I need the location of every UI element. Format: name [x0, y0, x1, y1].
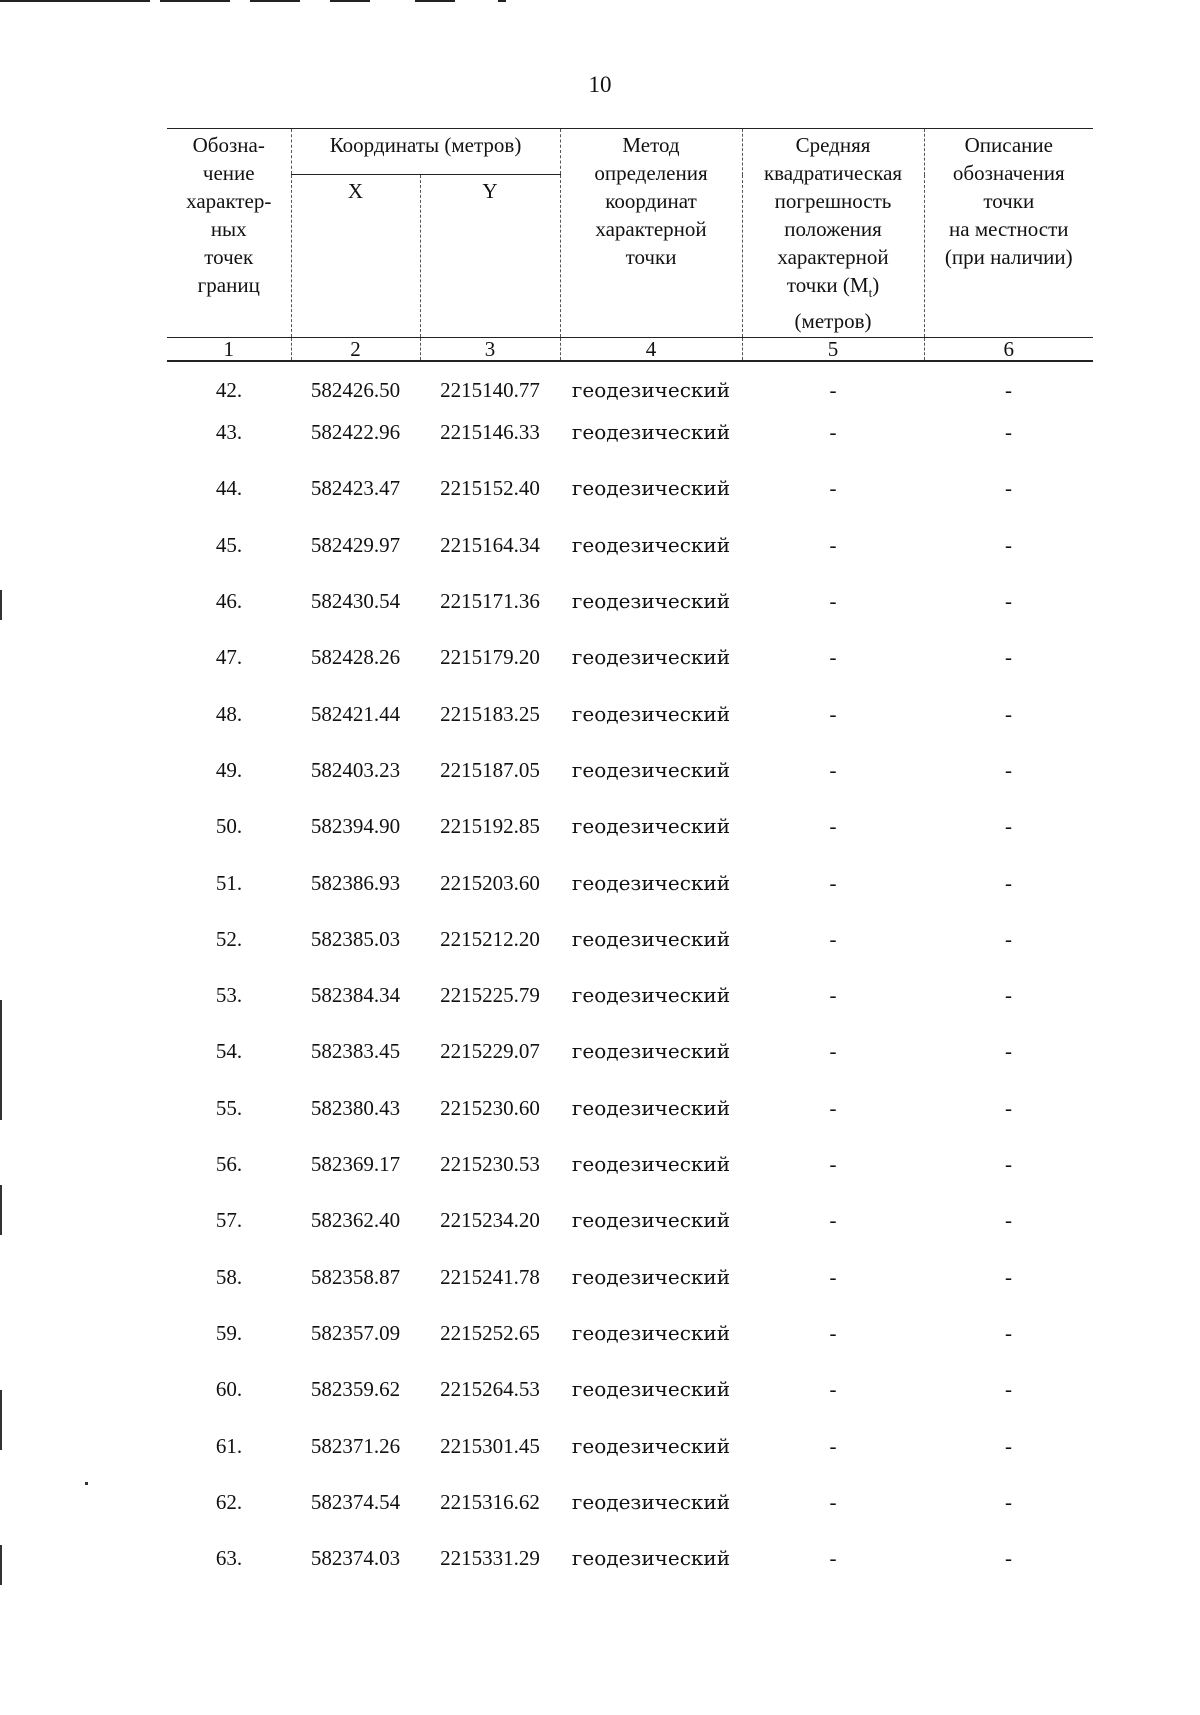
method-cell: геодезический — [571, 532, 731, 557]
error-cell: - — [829, 983, 837, 1008]
header-y: Y — [420, 175, 560, 338]
x-coordinate-cell: 582374.54 — [310, 1489, 401, 1514]
description-cell: - — [1005, 532, 1013, 557]
table-row — [167, 643, 1093, 699]
method-cell: геодезический — [571, 1152, 731, 1177]
method-cell: геодезический — [571, 378, 731, 403]
x-coordinate-cell: 582386.93 — [310, 870, 401, 895]
scan-top-rule — [250, 0, 300, 2]
table-row — [167, 1150, 1093, 1206]
error-cell: - — [829, 1320, 837, 1345]
header-designation: Обозна- чение характер- ных точек границ — [167, 129, 291, 338]
error-cell: - — [829, 1095, 837, 1120]
y-coordinate-cell: 2215234.20 — [440, 1208, 540, 1233]
method-cell: геодезический — [571, 645, 731, 670]
description-cell: - — [1005, 1095, 1013, 1120]
error-cell: - — [829, 1152, 837, 1177]
y-coordinate-cell: 2215301.45 — [440, 1433, 540, 1458]
point-number-cell: 57. — [215, 1208, 243, 1233]
method-cell: геодезический — [571, 870, 731, 895]
scan-edge-mark — [0, 1000, 2, 1120]
y-coordinate-cell: 2215264.53 — [440, 1377, 540, 1402]
x-coordinate-cell: 582357.09 — [310, 1320, 401, 1345]
point-number-cell: 48. — [215, 701, 243, 726]
y-coordinate-cell: 2215164.34 — [440, 532, 540, 557]
y-coordinate-cell: 2215179.20 — [440, 645, 540, 670]
y-coordinate-cell: 2215140.77 — [440, 378, 540, 403]
y-coordinate-cell: 2215230.53 — [440, 1152, 540, 1177]
description-cell: - — [1005, 757, 1013, 782]
y-coordinate-cell: 2215183.25 — [440, 701, 540, 726]
error-cell: - — [829, 757, 837, 782]
point-number-cell: 59. — [215, 1320, 243, 1345]
table-row — [167, 756, 1093, 812]
header-method: Метод определения координат характерной точки — [560, 129, 742, 338]
x-coordinate-cell: 582374.03 — [310, 1546, 401, 1571]
table-row — [167, 361, 1093, 418]
y-coordinate-cell: 2215152.40 — [440, 476, 540, 501]
scan-top-rule — [0, 0, 150, 2]
point-number-cell: 56. — [215, 1152, 243, 1177]
point-number-cell: 50. — [215, 814, 243, 839]
method-cell: геодезический — [571, 926, 731, 951]
method-cell: геодезический — [571, 476, 731, 501]
description-cell: - — [1005, 476, 1013, 501]
error-cell: - — [829, 701, 837, 726]
point-number-cell: 46. — [215, 589, 243, 614]
scan-top-rule — [160, 0, 230, 2]
error-cell: - — [829, 1208, 837, 1233]
error-cell: - — [829, 378, 837, 403]
method-cell: геодезический — [571, 983, 731, 1008]
description-cell: - — [1005, 420, 1013, 445]
point-number-cell: 61. — [215, 1433, 243, 1458]
description-cell: - — [1005, 1264, 1013, 1289]
description-cell: - — [1005, 814, 1013, 839]
table-row — [167, 1206, 1093, 1262]
x-coordinate-cell: 582359.62 — [310, 1377, 401, 1402]
description-cell: - — [1005, 1208, 1013, 1233]
header-x: X — [291, 175, 420, 338]
scan-dot — [85, 1482, 88, 1485]
point-number-cell: 52. — [215, 926, 243, 951]
table-row — [167, 531, 1093, 587]
error-cell: - — [829, 1433, 837, 1458]
method-cell: геодезический — [571, 757, 731, 782]
point-number-cell: 62. — [215, 1489, 243, 1514]
y-coordinate-cell: 2215203.60 — [440, 870, 540, 895]
table-row — [167, 587, 1093, 643]
description-cell: - — [1005, 926, 1013, 951]
column-number: 1 — [167, 338, 291, 362]
y-coordinate-cell: 2215192.85 — [440, 814, 540, 839]
error-cell: - — [829, 870, 837, 895]
error-cell: - — [829, 814, 837, 839]
scan-edge-mark — [0, 1185, 2, 1235]
table-row — [167, 869, 1093, 925]
x-coordinate-cell: 582421.44 — [310, 701, 401, 726]
description-cell: - — [1005, 1546, 1013, 1571]
table-row — [167, 1319, 1093, 1375]
x-coordinate-cell: 582369.17 — [310, 1152, 401, 1177]
scan-top-rule — [415, 0, 455, 2]
table-row — [167, 700, 1093, 756]
header-coordinates: Координаты (метров) — [291, 129, 560, 175]
column-number: 3 — [420, 338, 560, 362]
y-coordinate-cell: 2215252.65 — [440, 1320, 540, 1345]
x-coordinate-cell: 582362.40 — [310, 1208, 401, 1233]
description-cell: - — [1005, 1489, 1013, 1514]
x-coordinate-cell: 582383.45 — [310, 1039, 401, 1064]
table-row — [167, 418, 1093, 474]
x-coordinate-cell: 582422.96 — [310, 420, 401, 445]
x-coordinate-cell: 582380.43 — [310, 1095, 401, 1120]
error-cell: - — [829, 420, 837, 445]
description-cell: - — [1005, 701, 1013, 726]
table-row — [167, 1037, 1093, 1093]
x-coordinate-cell: 582430.54 — [310, 589, 401, 614]
method-cell: геодезический — [571, 1433, 731, 1458]
x-coordinate-cell: 582428.26 — [310, 645, 401, 670]
y-coordinate-cell: 2215241.78 — [440, 1264, 540, 1289]
point-number-cell: 43. — [215, 420, 243, 445]
error-cell: - — [829, 1039, 837, 1064]
description-cell: - — [1005, 1433, 1013, 1458]
x-coordinate-cell: 582403.23 — [310, 757, 401, 782]
description-cell: - — [1005, 589, 1013, 614]
x-coordinate-cell: 582384.34 — [310, 983, 401, 1008]
point-number-cell: 55. — [215, 1095, 243, 1120]
x-coordinate-cell: 582394.90 — [310, 814, 401, 839]
point-number-cell: 45. — [215, 532, 243, 557]
point-number-cell: 44. — [215, 476, 243, 501]
y-coordinate-cell: 2215187.05 — [440, 757, 540, 782]
scan-top-rule — [498, 0, 506, 2]
column-number: 2 — [291, 338, 420, 362]
table-row — [167, 812, 1093, 868]
header-mean-square-error: Средняя квадратическая погрешность положения характерной точки $(M_t)$ (метров) — [742, 129, 924, 338]
description-cell: - — [1005, 1320, 1013, 1345]
scan-edge-mark — [0, 590, 2, 620]
column-number: 6 — [924, 338, 1093, 362]
y-coordinate-cell: 2215230.60 — [440, 1095, 540, 1120]
column-number: 5 — [742, 338, 924, 362]
y-coordinate-cell: 2215316.62 — [440, 1489, 540, 1514]
error-cell: - — [829, 1377, 837, 1402]
method-cell: геодезический — [571, 1320, 731, 1345]
x-coordinate-cell: 582423.47 — [310, 476, 401, 501]
table-row — [167, 474, 1093, 530]
y-coordinate-cell: 2215146.33 — [440, 420, 540, 445]
method-cell: геодезический — [571, 814, 731, 839]
y-coordinate-cell: 2215212.20 — [440, 926, 540, 951]
table-row — [167, 1432, 1093, 1488]
scan-top-rule — [330, 0, 370, 2]
method-cell: геодезический — [571, 1095, 731, 1120]
description-cell: - — [1005, 645, 1013, 670]
method-cell: геодезический — [571, 1489, 731, 1514]
point-number-cell: 58. — [215, 1264, 243, 1289]
x-coordinate-cell: 582371.26 — [310, 1433, 401, 1458]
scan-edge-mark — [0, 1390, 2, 1450]
point-number-cell: 42. — [215, 378, 243, 403]
description-cell: - — [1005, 870, 1013, 895]
error-cell: - — [829, 589, 837, 614]
point-number-cell: 53. — [215, 983, 243, 1008]
page-number: 10 — [588, 72, 612, 97]
description-cell: - — [1005, 1152, 1013, 1177]
description-cell: - — [1005, 1377, 1013, 1402]
point-number-cell: 54. — [215, 1039, 243, 1064]
error-cell: - — [829, 926, 837, 951]
error-cell: - — [829, 532, 837, 557]
y-coordinate-cell: 2215229.07 — [440, 1039, 540, 1064]
error-cell: - — [829, 1489, 837, 1514]
x-coordinate-cell: 582429.97 — [310, 532, 401, 557]
table-row — [167, 1488, 1093, 1544]
method-cell: геодезический — [571, 1264, 731, 1289]
table-row — [167, 1544, 1093, 1600]
method-cell: геодезический — [571, 589, 731, 614]
method-cell: геодезический — [571, 1377, 731, 1402]
point-number-cell: 49. — [215, 757, 243, 782]
y-coordinate-cell: 2215331.29 — [440, 1546, 540, 1571]
table-row — [167, 925, 1093, 981]
point-number-cell: 63. — [215, 1546, 243, 1571]
table-row — [167, 1263, 1093, 1319]
method-cell: геодезический — [571, 420, 731, 445]
x-coordinate-cell: 582358.87 — [310, 1264, 401, 1289]
error-cell: - — [829, 476, 837, 501]
point-number-cell: 47. — [215, 645, 243, 670]
header-description: Описание обозначения точки на местности (при наличии) — [924, 129, 1093, 338]
y-coordinate-cell: 2215171.36 — [440, 589, 540, 614]
table-row — [167, 981, 1093, 1037]
method-cell: геодезический — [571, 701, 731, 726]
method-cell: геодезический — [571, 1546, 731, 1571]
column-number: 4 — [560, 338, 742, 362]
table-row — [167, 1375, 1093, 1431]
method-cell: геодезический — [571, 1039, 731, 1064]
error-cell: - — [829, 645, 837, 670]
scan-edge-mark — [0, 1545, 2, 1585]
description-cell: - — [1005, 378, 1013, 403]
y-coordinate-cell: 2215225.79 — [440, 983, 540, 1008]
description-cell: - — [1005, 1039, 1013, 1064]
table-row — [167, 1094, 1093, 1150]
description-cell: - — [1005, 983, 1013, 1008]
coordinates-table — [167, 128, 1093, 1600]
point-number-cell: 51. — [215, 870, 243, 895]
error-cell: - — [829, 1546, 837, 1571]
point-number-cell: 60. — [215, 1377, 243, 1402]
x-coordinate-cell: 582385.03 — [310, 926, 401, 951]
error-cell: - — [829, 1264, 837, 1289]
x-coordinate-cell: 582426.50 — [310, 378, 401, 403]
method-cell: геодезический — [571, 1208, 731, 1233]
